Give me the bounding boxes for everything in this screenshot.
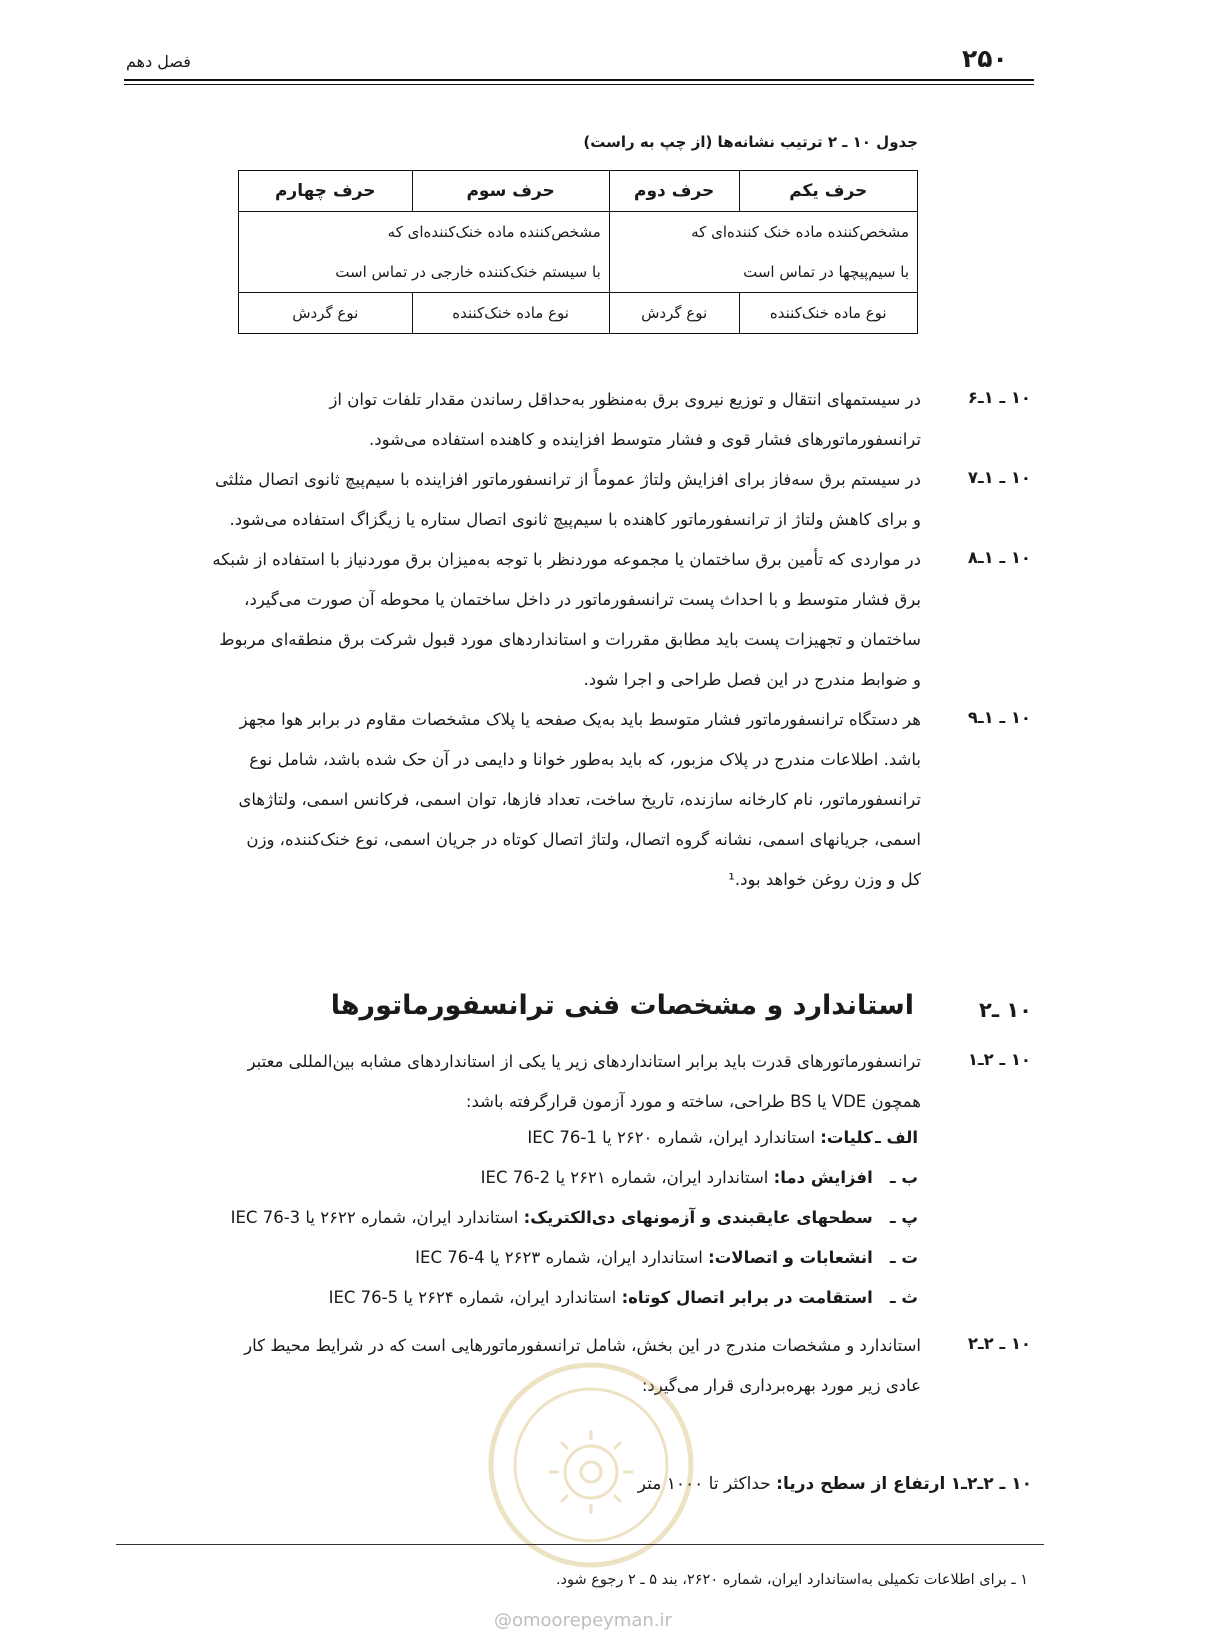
chapter-title: فصل دهم [126, 52, 191, 71]
footnote-rule [116, 1544, 1044, 1545]
paragraph-text: در سیستمهای انتقال و توزیع نیروی برق به‌منظور به‌حداقل رساندن مقدار تلفات توان از ترانسفورماتورهای فشار قوی و فشار متوسط افزاینده و کاهنده استفاده می‌شود. [329, 390, 921, 449]
table-header-row [239, 171, 918, 212]
table-cell-external-coolant: مشخص‌کننده ماده خنک‌کننده‌ای که با سیستم خنک‌کننده خارجی در تماس است [239, 212, 610, 293]
standard-item [415, 1248, 918, 1267]
standard-text: استاندارد ایران، شماره ۲۶۲۴ یا IEC 76-5 [328, 1288, 617, 1307]
list-letter: ب ـ [890, 1168, 918, 1187]
paragraph-number: ۱۰ ـ ۲ـ۱ [967, 1050, 1031, 1069]
standard-item [481, 1168, 918, 1187]
table-caption: جدول ۱۰ ـ ۲ ترتیب نشانه‌ها (از چپ به راست) [583, 133, 918, 151]
subheading-10-2-2-1 [638, 1474, 1032, 1494]
paragraph-text: هر دستگاه ترانسفورماتور فشار متوسط باید به‌یک صفحه یا پلاک مشخصات مقاوم در برابر هوا مجهز باشد. اطلاعات مندرج در پلاک مزبور، که باید به‌طور خوانا و دایمی در آن حک شده باشد، شامل نوع ترانسفورماتور، نام کارخانه سازنده، تاریخ ساخت، تعداد فازها، توان اسمی، فرکانس اسمی، ولتاژهای اسمی، جریانهای اسمی، نشانه گروه اتصال، ولتاژ اتصال کوتاه در جریان اسمی، نوع خنک‌کننده، وزن کل و وزن روغن خواهد بود.¹ [238, 710, 921, 889]
subheading-title: ارتفاع از سطح دریا: [776, 1474, 946, 1494]
table-row [239, 293, 918, 334]
section-title: استاندارد و مشخصات فنی ترانسفورماتورها [330, 990, 914, 1021]
list-letter: ث ـ [890, 1288, 918, 1307]
subheading-text: حداکثر تا ۱۰۰۰ متر [637, 1474, 771, 1494]
paragraph-10-1-8 [124, 540, 1031, 700]
table-row [239, 212, 918, 293]
watermark-site: @omoorepeyman.ir [494, 1610, 672, 1631]
list-letter: الف ـ [875, 1128, 918, 1147]
table-header-cell: حرف چهارم [239, 171, 413, 212]
paragraph-number: ۱۰ ـ ۱ـ۹ [967, 708, 1031, 727]
page-number: ۲۵۰ [962, 44, 1008, 73]
standard-title: استقامت در برابر اتصال کوتاه: [621, 1288, 873, 1307]
paragraph-text: استاندارد و مشخصات مندرج در این بخش، شامل ترانسفورماتورهایی است که در شرایط محیط کار عادی زیر مورد بهره‌برداری قرار می‌گیرد: [244, 1336, 921, 1395]
list-letter: پ ـ [890, 1208, 918, 1227]
table-cell: نوع گردش [239, 293, 413, 334]
paragraph-text: در سیستم برق سه‌فاز برای افزایش ولتاژ عموماً از ترانسفورماتور افزاینده با سیم‌پیچ ثانوی اتصال مثلثی و برای کاهش ولتاژ از ترانسفورماتور کاهنده با سیم‌پیچ ثانوی اتصال ستاره یا زیگزاگ استفاده می‌شود. [214, 470, 921, 529]
table-header-cell: حرف یکم [739, 171, 917, 212]
table-cell: نوع ماده خنک‌کننده [412, 293, 609, 334]
watermark-seal-icon [486, 1360, 696, 1570]
table-cell: نوع گردش [609, 293, 739, 334]
standard-title: سطحهای عایقبندی و آزمونهای دی‌الکتریک: [523, 1208, 873, 1227]
list-letter: ت ـ [890, 1248, 918, 1267]
standard-item [329, 1288, 918, 1307]
standard-text: استاندارد ایران، شماره ۲۶۲۱ یا IEC 76-2 [480, 1168, 769, 1187]
paragraph-text: ترانسفورماتورهای قدرت باید برابر استانداردهای زیر یا یکی از استانداردهای مشابه بین‌المللی معتبر همچون VDE یا BS طراحی، ساخته و مورد آزمون قرارگرفته باشد: [247, 1052, 921, 1111]
paragraph-10-1-7 [124, 460, 1031, 540]
paragraph-number: ۱۰ ـ ۱ـ۸ [967, 548, 1031, 567]
footnote: ۱ ـ برای اطلاعات تکمیلی به‌استاندارد ایران، شماره ۲۶۲۰، بند ۵ ـ ۲ رجوع شود. [555, 1572, 1028, 1588]
table-header-cell: حرف دوم [609, 171, 739, 212]
paragraph-number: ۱۰ ـ ۲ـ۲ [967, 1334, 1031, 1353]
paragraph-10-1-9 [124, 700, 1031, 900]
header-rule [124, 79, 1034, 81]
paragraph-10-1-6 [124, 380, 1031, 460]
header-rule-thin [124, 84, 1034, 85]
paragraph-number: ۱۰ ـ ۱ـ۷ [967, 468, 1031, 487]
table-cell: نوع ماده خنک‌کننده [739, 293, 917, 334]
paragraph-number: ۱۰ ـ ۱ـ۶ [967, 388, 1031, 407]
subheading-number: ۱۰ ـ ۲ـ۲ـ۱ [950, 1474, 1032, 1494]
standard-title: انشعابات و اتصالات: [708, 1248, 873, 1267]
paragraph-10-2-1 [124, 1042, 1031, 1122]
section-number: ۱۰ ـ۲ [979, 998, 1032, 1022]
paragraph-text: در مواردی که تأمین برق ساختمان یا مجموعه موردنظر با توجه به‌میزان برق موردنیاز با استفاده از شبکه برق فشار متوسط و با احداث پست ترانسفورماتور در داخل ساختمان یا محوطه آن صورت می‌گیرد، ساختمان و تجهیزات پست باید مطابق مقررات و استانداردهای مورد قبول شرکت برق منطقه‌ای مربوط و ضوابط مندرج در این فصل طراحی و اجرا شود. [212, 550, 921, 689]
standard-text: استاندارد ایران، شماره ۲۶۲۳ یا IEC 76-4 [415, 1248, 703, 1267]
table-cell-winding-coolant: مشخص‌کننده ماده خنک کننده‌ای که با سیم‌پیچها در تماس است [609, 212, 917, 293]
letter-order-table [238, 170, 918, 334]
standard-title: افزایش دما: [773, 1168, 873, 1187]
standard-item [231, 1208, 918, 1227]
standard-title: کلیات: [820, 1128, 873, 1147]
standard-text: استاندارد ایران، شماره ۲۶۲۲ یا IEC 76-3 [230, 1208, 519, 1227]
table-header-cell: حرف سوم [412, 171, 609, 212]
standard-text: استاندارد ایران، شماره ۲۶۲۰ یا IEC 76-1 [527, 1128, 816, 1147]
standard-item [527, 1128, 918, 1147]
